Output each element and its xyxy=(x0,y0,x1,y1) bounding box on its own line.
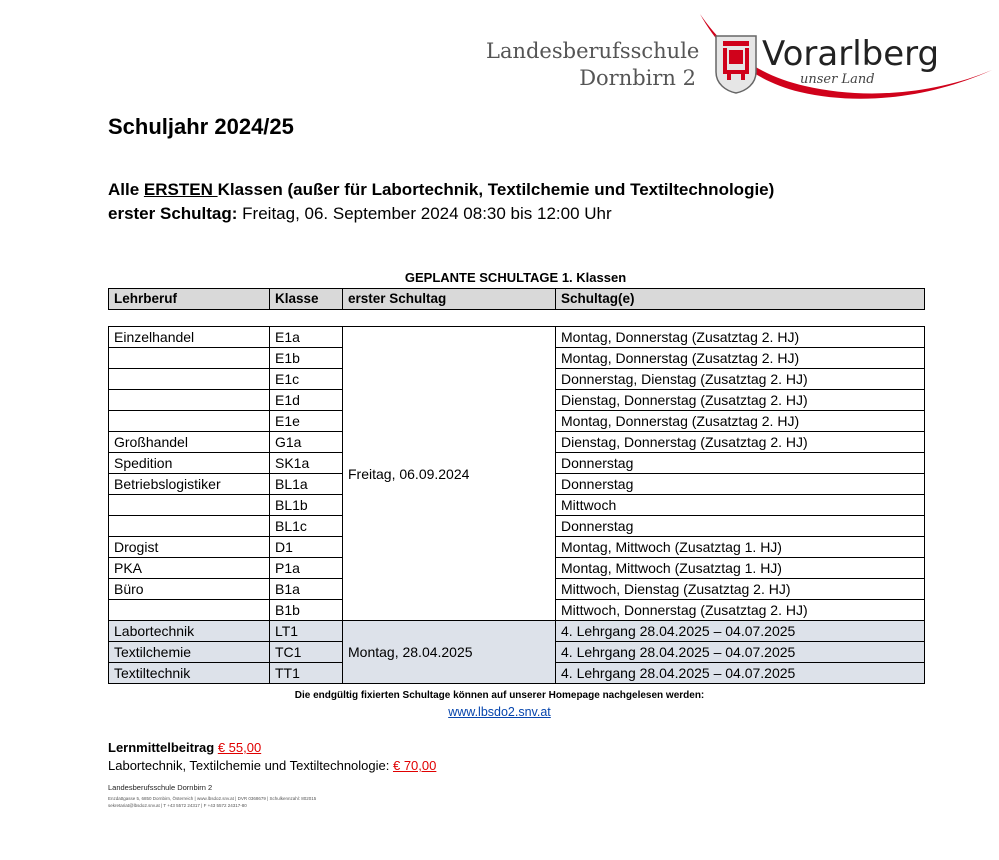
school-name-line2: Dornbirn 2 xyxy=(579,66,696,90)
cell-lehrberuf: Büro xyxy=(109,579,270,600)
brand-tagline: unser Land xyxy=(800,72,875,87)
fee-label-1: Lernmittelbeitrag xyxy=(108,740,215,755)
cell-klasse: E1a xyxy=(270,327,343,348)
cell-schultage: Montag, Donnerstag (Zusatztag 2. HJ) xyxy=(556,327,925,348)
cell-first-day-group1: Freitag, 06.09.2024 xyxy=(343,327,556,621)
footer-school-name: Landesberufsschule Dornbirn 2 xyxy=(108,783,213,792)
letterhead xyxy=(480,10,995,110)
fee-line-1 xyxy=(108,740,261,755)
section-heading xyxy=(108,180,774,200)
cell-schultage: Montag, Donnerstag (Zusatztag 2. HJ) xyxy=(556,348,925,369)
cell-lehrberuf xyxy=(109,369,270,390)
cell-klasse: BL1c xyxy=(270,516,343,537)
col-header-erster-schultag: erster Schultag xyxy=(343,289,556,310)
col-header-schultage: Schultag(e) xyxy=(556,289,925,310)
cell-klasse: E1b xyxy=(270,348,343,369)
cell-klasse: E1e xyxy=(270,411,343,432)
cell-lehrberuf: PKA xyxy=(109,558,270,579)
col-header-klasse: Klasse xyxy=(270,289,343,310)
vorarlberg-crest-icon xyxy=(714,34,758,94)
cell-lehrberuf xyxy=(109,348,270,369)
cell-schultage: Montag, Donnerstag (Zusatztag 2. HJ) xyxy=(556,411,925,432)
table-row xyxy=(109,621,925,642)
first-day-label: erster Schultag: xyxy=(108,204,238,223)
fee-line-2 xyxy=(108,758,436,773)
fee-amount-1: € 55,00 xyxy=(217,740,262,755)
cell-lehrberuf: Labortechnik xyxy=(109,621,270,642)
cell-klasse: P1a xyxy=(270,558,343,579)
cell-lehrberuf: Großhandel xyxy=(109,432,270,453)
table-title: GEPLANTE SCHULTAGE 1. Klassen xyxy=(404,270,627,285)
cell-lehrberuf xyxy=(109,600,270,621)
cell-lehrberuf: Textiltechnik xyxy=(109,663,270,684)
table-header xyxy=(108,288,925,310)
cell-klasse: D1 xyxy=(270,537,343,558)
cell-schultage: Donnerstag xyxy=(556,453,925,474)
cell-schultage: 4. Lehrgang 28.04.2025 – 04.07.2025 xyxy=(556,663,925,684)
cell-lehrberuf: Einzelhandel xyxy=(109,327,270,348)
cell-klasse: BL1b xyxy=(270,495,343,516)
cell-lehrberuf: Textilchemie xyxy=(109,642,270,663)
footer-address xyxy=(108,795,316,809)
footer-address-line1: Enzdattgasse 5, 6850 Dornbirn, Österreich | www.lbsdo2.snv.at | DVR 0368679 | Schulkennzahl: 802015 xyxy=(108,796,317,801)
cell-lehrberuf xyxy=(109,411,270,432)
cell-schultage: 4. Lehrgang 28.04.2025 – 04.07.2025 xyxy=(556,621,925,642)
cell-klasse: B1b xyxy=(270,600,343,621)
cell-schultage: Dienstag, Donnerstag (Zusatztag 2. HJ) xyxy=(556,432,925,453)
cell-lehrberuf: Spedition xyxy=(109,453,270,474)
cell-first-day-group2: Montag, 28.04.2025 xyxy=(343,621,556,684)
table-row xyxy=(109,327,925,348)
page-title: Schuljahr 2024/25 xyxy=(108,114,294,139)
footer-address-line2: sekretariat@lbsdo2.snv.at | T +43 5572 24317 | F +43 5572 24317-80 xyxy=(108,803,247,808)
col-header-lehrberuf: Lehrberuf xyxy=(109,289,270,310)
first-day-value: Freitag, 06. September 2024 08:30 bis 12:00 Uhr xyxy=(237,204,612,223)
cell-lehrberuf: Betriebslogistiker xyxy=(109,474,270,495)
homepage-link[interactable]: www.lbsdo2.snv.at xyxy=(448,705,551,719)
cell-schultage: Montag, Mittwoch (Zusatztag 1. HJ) xyxy=(556,537,925,558)
cell-klasse: E1d xyxy=(270,390,343,411)
cell-schultage: Montag, Mittwoch (Zusatztag 1. HJ) xyxy=(556,558,925,579)
fee-amount-2: € 70,00 xyxy=(392,758,437,773)
first-school-day xyxy=(108,204,612,224)
cell-lehrberuf xyxy=(109,516,270,537)
cell-klasse: LT1 xyxy=(270,621,343,642)
cell-klasse: B1a xyxy=(270,579,343,600)
cell-schultage: 4. Lehrgang 28.04.2025 – 04.07.2025 xyxy=(556,642,925,663)
heading-emphasis: ERSTEN xyxy=(143,180,218,199)
cell-lehrberuf: Drogist xyxy=(109,537,270,558)
fee-label-2: Labortechnik, Textilchemie und Textiltechnologie: xyxy=(108,758,393,773)
cell-schultage: Mittwoch xyxy=(556,495,925,516)
cell-schultage: Donnerstag xyxy=(556,516,925,537)
brand-wordmark: Vorarlberg xyxy=(762,34,940,74)
cell-schultage: Mittwoch, Dienstag (Zusatztag 2. HJ) xyxy=(556,579,925,600)
heading-post: Klassen (außer für Labortechnik, Textilchemie und Textiltechnologie) xyxy=(217,180,775,199)
school-name xyxy=(486,38,700,92)
heading-pre: Alle xyxy=(108,180,144,199)
schedule-table xyxy=(108,326,925,684)
homepage-note: Die endgültig fixierten Schultage können auf unserer Homepage nachgelesen werden: xyxy=(294,690,705,701)
cell-schultage: Dienstag, Donnerstag (Zusatztag 2. HJ) xyxy=(556,390,925,411)
cell-lehrberuf xyxy=(109,495,270,516)
cell-klasse: TT1 xyxy=(270,663,343,684)
cell-schultage: Donnerstag, Dienstag (Zusatztag 2. HJ) xyxy=(556,369,925,390)
cell-klasse: SK1a xyxy=(270,453,343,474)
cell-schultage: Mittwoch, Donnerstag (Zusatztag 2. HJ) xyxy=(556,600,925,621)
cell-lehrberuf xyxy=(109,390,270,411)
school-name-line1: Landesberufsschule xyxy=(486,39,700,63)
cell-klasse: E1c xyxy=(270,369,343,390)
cell-klasse: G1a xyxy=(270,432,343,453)
cell-schultage: Donnerstag xyxy=(556,474,925,495)
cell-klasse: BL1a xyxy=(270,474,343,495)
cell-klasse: TC1 xyxy=(270,642,343,663)
